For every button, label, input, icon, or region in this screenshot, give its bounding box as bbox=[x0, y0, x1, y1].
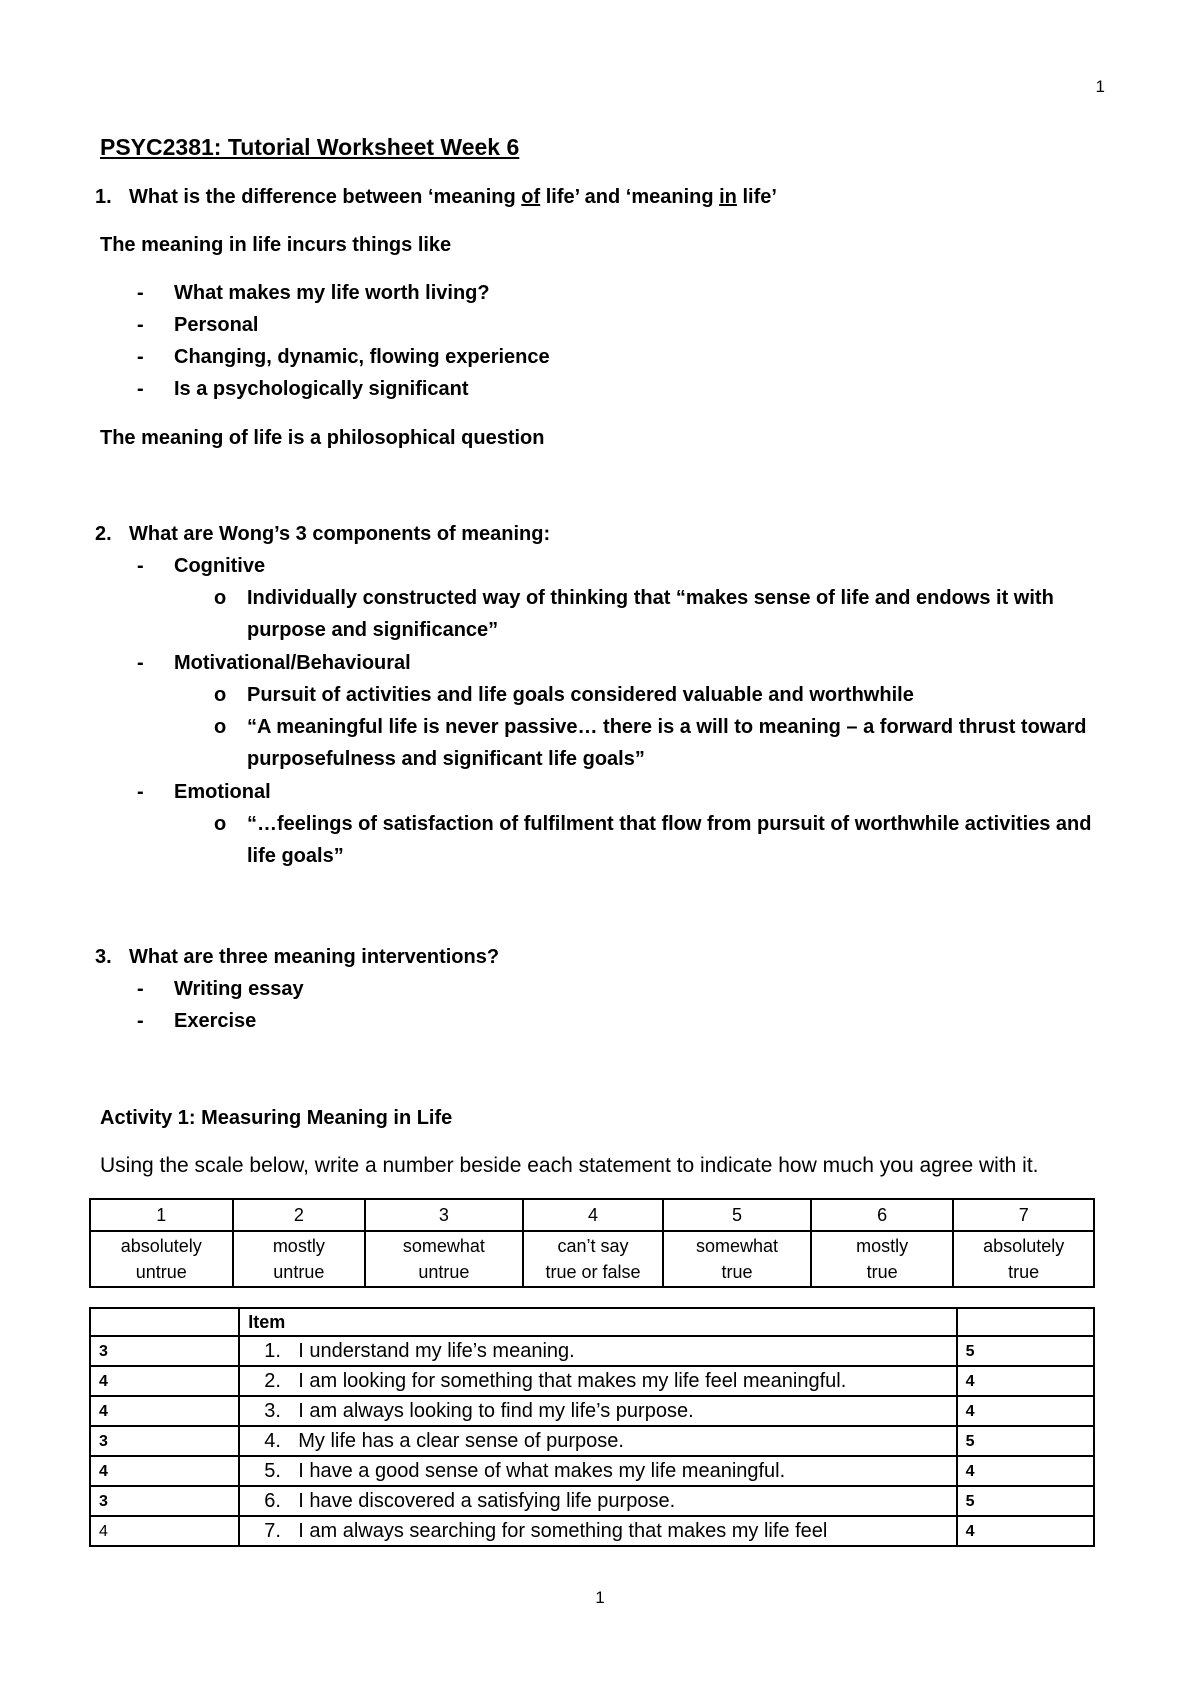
item-statement: 5. I have a good sense of what makes my life meaningful. bbox=[239, 1456, 956, 1486]
table-row bbox=[90, 1516, 1094, 1546]
q1-outro: The meaning of life is a philosophical question bbox=[100, 427, 545, 449]
question-1-underlined-of: of bbox=[521, 186, 541, 208]
q2-emotional-detail: o “…feelings of satisfaction of fulfilment that flow from pursuit of worthwhile activities and life goals” bbox=[214, 813, 1092, 867]
q2-component-cognitive: - Cognitive bbox=[137, 555, 266, 577]
page-title: PSYC2381: Tutorial Worksheet Week 6 bbox=[100, 134, 520, 160]
scale-label: somewhat true bbox=[663, 1231, 811, 1287]
table-row bbox=[90, 1366, 1094, 1396]
table-row bbox=[90, 1486, 1094, 1516]
question-2-text: What are Wong’s 3 components of meaning: bbox=[129, 523, 551, 545]
q3-point: - Exercise bbox=[137, 1010, 257, 1032]
item-left-score[interactable]: 4 bbox=[90, 1456, 239, 1486]
scale-label: somewhat untrue bbox=[365, 1231, 523, 1287]
scale-number: 3 bbox=[365, 1199, 523, 1231]
q2-component-motivational: - Motivational/Behavioural bbox=[137, 652, 411, 674]
item-left-score[interactable]: 3 bbox=[90, 1486, 239, 1516]
q2-cognitive-detail: o Individually constructed way of thinking that “makes sense of life and endows it with purpose and significance” bbox=[214, 587, 1054, 641]
scale-label: absolutely untrue bbox=[90, 1231, 233, 1287]
question-1-number: 1. bbox=[95, 186, 112, 208]
q2-motivational-detail-2: o “A meaningful life is never passive… there is a will to meaning – a forward thrust toward purposefulness and significant life goals” bbox=[214, 716, 1087, 770]
item-left-score[interactable]: 3 bbox=[90, 1426, 239, 1456]
question-1-text-b: life’ and ‘meaning bbox=[540, 186, 720, 208]
item-left-score[interactable]: 4 bbox=[90, 1366, 239, 1396]
item-statement: 1. I understand my life’s meaning. bbox=[239, 1336, 956, 1366]
question-3-number: 3. bbox=[95, 946, 112, 968]
question-3 bbox=[95, 945, 499, 969]
item-right-score[interactable]: 4 bbox=[957, 1396, 1094, 1426]
scale-number: 1 bbox=[90, 1199, 233, 1231]
q1-point: - What makes my life worth living? bbox=[137, 282, 490, 304]
question-1-text-c: life’ bbox=[736, 186, 777, 208]
items-table bbox=[89, 1307, 1095, 1547]
item-right-score[interactable]: 5 bbox=[957, 1426, 1094, 1456]
q1-point: - Personal bbox=[137, 314, 259, 336]
scale-label: absolutely true bbox=[953, 1231, 1094, 1287]
question-1-underlined-in: in bbox=[719, 186, 737, 208]
question-2-number: 2. bbox=[95, 523, 112, 545]
item-right-score[interactable]: 5 bbox=[957, 1336, 1094, 1366]
items-header-blank-left bbox=[90, 1308, 239, 1336]
item-right-score[interactable]: 4 bbox=[957, 1366, 1094, 1396]
page-number-bottom: 1 bbox=[595, 1588, 605, 1607]
scale-number: 5 bbox=[663, 1199, 811, 1231]
item-left-score[interactable]: 3 bbox=[90, 1336, 239, 1366]
item-right-score[interactable]: 4 bbox=[957, 1516, 1094, 1546]
q2-motivational-detail-1: o Pursuit of activities and life goals considered valuable and worthwhile bbox=[214, 684, 914, 706]
scale-label: mostly true bbox=[811, 1231, 954, 1287]
scale-number: 7 bbox=[953, 1199, 1094, 1231]
table-row bbox=[90, 1336, 1094, 1366]
scale-number: 2 bbox=[233, 1199, 366, 1231]
q3-point: - Writing essay bbox=[137, 978, 304, 1000]
item-left-score[interactable]: 4 bbox=[90, 1396, 239, 1426]
item-left-score[interactable]: 4 bbox=[90, 1516, 239, 1546]
item-statement: 6. I have discovered a satisfying life purpose. bbox=[239, 1486, 956, 1516]
scale-label: can’t say true or false bbox=[523, 1231, 664, 1287]
page-number-top: 1 bbox=[1095, 77, 1105, 96]
q1-point: - Changing, dynamic, flowing experience bbox=[137, 346, 550, 368]
item-statement: 2. I am looking for something that makes my life feel meaningful. bbox=[239, 1366, 956, 1396]
item-right-score[interactable]: 5 bbox=[957, 1486, 1094, 1516]
table-row bbox=[90, 1426, 1094, 1456]
scale-number: 6 bbox=[811, 1199, 954, 1231]
scale-number: 4 bbox=[523, 1199, 664, 1231]
activity-title: Activity 1: Measuring Meaning in Life bbox=[100, 1107, 453, 1129]
item-statement: 4. My life has a clear sense of purpose. bbox=[239, 1426, 956, 1456]
items-header-item: Item bbox=[239, 1308, 956, 1336]
items-header-blank-right bbox=[957, 1308, 1094, 1336]
question-1-text-a: What is the difference between ‘meaning bbox=[129, 186, 522, 208]
question-2 bbox=[95, 522, 550, 546]
scale-label: mostly untrue bbox=[233, 1231, 366, 1287]
table-row bbox=[90, 1456, 1094, 1486]
activity-instruction: Using the scale below, write a number beside each statement to indicate how much you agree with it. bbox=[100, 1154, 1039, 1177]
question-3-text: What are three meaning interventions? bbox=[129, 946, 500, 968]
question-1 bbox=[95, 185, 777, 209]
rating-scale-table bbox=[89, 1198, 1095, 1288]
item-right-score[interactable]: 4 bbox=[957, 1456, 1094, 1486]
table-row bbox=[90, 1396, 1094, 1426]
q2-component-emotional: - Emotional bbox=[137, 781, 271, 803]
q1-intro: The meaning in life incurs things like bbox=[100, 234, 452, 256]
q1-point: - Is a psychologically significant bbox=[137, 378, 469, 400]
item-statement: 3. I am always looking to find my life’s purpose. bbox=[239, 1396, 956, 1426]
item-statement: 7. I am always searching for something that makes my life feel bbox=[239, 1516, 956, 1546]
